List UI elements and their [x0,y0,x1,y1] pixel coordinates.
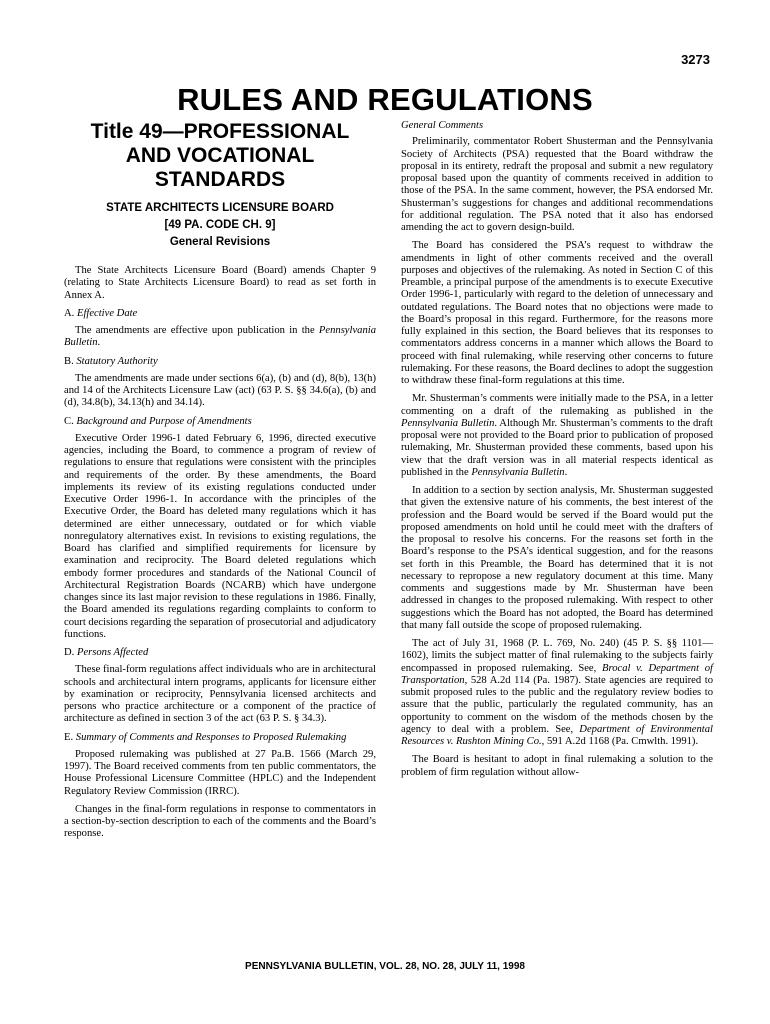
section-b-letter: B. [64,355,74,367]
title-line-1: Title 49—PROFESSIONAL [90,120,350,143]
title-line-2: AND VOCATIONAL [125,144,315,167]
intro-paragraph: The State Architects Licensure Board (Board) amends Chapter 9 (relating to State Architects Licensure Board) to read as set forth in Annex A. [64,265,376,301]
section-b-title: Statutory Authority [76,355,158,367]
right-column [401,120,713,785]
section-c-letter: C. [64,415,74,427]
page-footer: PENNSYLVANIA BULLETIN, VOL. 28, NO. 28, JULY 11, 1998 [245,961,525,972]
comments-paragraph-5: The act of July 31, 1968 (P. L. 769, No. 240) (45 P. S. §§ 1101—1602), limits the subject matter of final rulemaking to the subjects fairly encompassed in proposed rulemaking. See, Brocal v. Department of Transportation, 528 A.2d 114 (Pa. 1987). State agencies are required to submit proposed rules to the public and the regulatory review bodies to assure that the public, particularly the regulated community, has an opportunity to comment on the wisdom of the methods chosen by the agency to deal with a problem. See, Department of Environmental Resources v. Rushton Mining Co., 591 A.2d 1168 (Pa. Cmwlth. 1991). [401,638,714,747]
section-d-letter: D. [64,647,75,658]
section-e-letter: E. [64,731,74,743]
section-d-heading [64,647,376,659]
section-e-heading [64,732,376,744]
section-e-title: Summary of Comments and Responses to Proposed Rulemaking [75,731,347,743]
title-block [64,120,376,251]
comments-paragraph-4: In addition to a section by section analysis, Mr. Shusterman suggested that given the extensive nature of his comments, the best interest of the profession and the Board would be served if the Board would put the proposed amendments on hold until he could meet with the drafters of the proposal to resolve his concerns. For the reasons set forth in the Board’s response to the PSA’s identical suggestion, and for the reasons set forth in this Preamble, the Board has determined that it is not necessary to repropose a new regulatory document at this time. Many comments and suggestions made by Mr. Shusterman have been addressed in changes to the proposed rulemaking. With respect to other suggestions which the Board has not adopted, the Board has determined that many fall outside the scope of proposed rulemaking. [401,485,713,631]
code-citation: [49 PA. CODE CH. 9] [164,219,276,231]
left-column [64,120,376,847]
comments-paragraph-3: Mr. Shusterman’s comments were initially made to the PSA, in a letter commenting on a draft of the rulemaking as published in the Pennsylvania Bulletin. Although Mr. Shusterman’s comments to the draft proposal were not provided to the Board prior to publication of proposed rulemaking, Mr. Shusterman provided these comments, based upon his view that the draft version was in all material respects identical as published in the Pennsylvania Bulletin. [401,393,713,478]
section-a-letter: A. [64,307,75,319]
section-e-paragraph-1: Proposed rulemaking was published at 27 Pa.B. 1566 (March 29, 1997). The Board received comments from ten public commentators, the House Professional Licensure Committee (HPLC) and the Independent Regulatory Review Commission (IRRC). [64,748,376,797]
section-b-paragraph: The amendments are made under sections 6(a), (b) and (d), 8(b), 13(h) and 14 of the Architects Licensure Law (act) (63 P. S. §§ 34.6(a), (b) and (d), 34.8(b), 34.13(h) and 34.14). [64,372,376,409]
section-d-paragraph: These final-form regulations affect individuals who are in architectural schools and architectural intern programs, applicants for licensure either by examination or reciprocity, Pennsylvania licensed architects and persons who practice architecture or a component of the practice of architecture as defined in section 3 of the act (63 P. S. § 34.3). [64,664,376,725]
board-name: STATE ARCHITECTS LICENSURE BOARD [106,202,334,214]
section-header: RULES AND REGULATIONS [177,82,593,117]
general-comments-heading: General Comments [401,120,484,131]
section-c-heading [64,416,376,428]
section-e-paragraph-2: Changes in the final-form regulations in response to commentators in a section-by-section description to each of the comments and the Board’s response. [64,803,376,840]
page-number: 3273 [681,52,710,67]
section-c-paragraph: Executive Order 1996-1 dated February 6, 1996, directed executive agencies, including the Board, to commence a program of review of regulations to ensure that regulations were consistent with the principles and requirements of the order. By these amendments, the Board implements its review of its existing regulations conducted under Executive Order 1996-1. In accordance with the principles of the Executive Order, the Board has deleted many regulations which it has determined are either unnecessary, outdated or for which viable nonregulatory alternatives exist. In revisions to existing regulations, the Board has clarified and simplified requirements for licensure by examination and reciprocity. The Board deleted regulations which embody former procedures and standards of the National Council of Architectural Registration Boards (NCARB) which have undergone changes since its last major revision to these regulations in 1986. Finally, the Board amended its regulations regarding complaints to conform to court decisions regarding the separation of prosecutorial and adjudicatory functions. [64,432,376,640]
comments-paragraph-1: Preliminarily, commentator Robert Shusterman and the Pennsylvania Society of Architects (PSA) requested that the Board withdraw the proposal in its entirety, redraft the proposal and submit a new regulatory proposal based upon the quantity of comments received in addition to those of the PSA. In the same comment, however, the PSA endorsed Mr. Shusterman’s suggestions for changes and additional recommendations for additional regulation. The PSA noted that it also has endorsed amending the act to govern design-build. [401,136,713,233]
subject-title: General Revisions [169,236,271,248]
comments-paragraph-6: The Board is hesitant to adopt in final rulemaking a solution to the problem of firm regulation without allow- [401,754,713,778]
section-d-title: Persons Affected [76,647,149,658]
title-line-3: STANDARDS [154,168,286,191]
section-b-heading [64,356,376,368]
section-a-title: Effective Date [76,307,138,319]
section-a-paragraph: The amendments are effective upon publication in the Pennsylvania Bulletin. [64,325,376,349]
section-a-heading [64,308,376,320]
comments-paragraph-2: The Board has considered the PSA’s request to withdraw the amendments in light of other comments received and the overall purposes and objectives of the rulemaking. As noted in Section C of this Preamble, a principal purpose of the amendments is to execute Executive Order 1996-1, particularly with regard to the deletion of unnecessary and outdated regulations. The Board notes that no objections were made to the Board’s proposal in this regard. Furthermore, for the reasons more fully explained in this section, the Board believes that its responses to commentators address concerns in a manner which allows the Board to proceed with final rulemaking, while reserving other concerns to future rulemaking. For these reasons, the Board declines to adopt the suggestion to withdraw these final-form regulations at this time. [401,240,713,386]
section-c-title: Background and Purpose of Amendments [76,415,252,427]
